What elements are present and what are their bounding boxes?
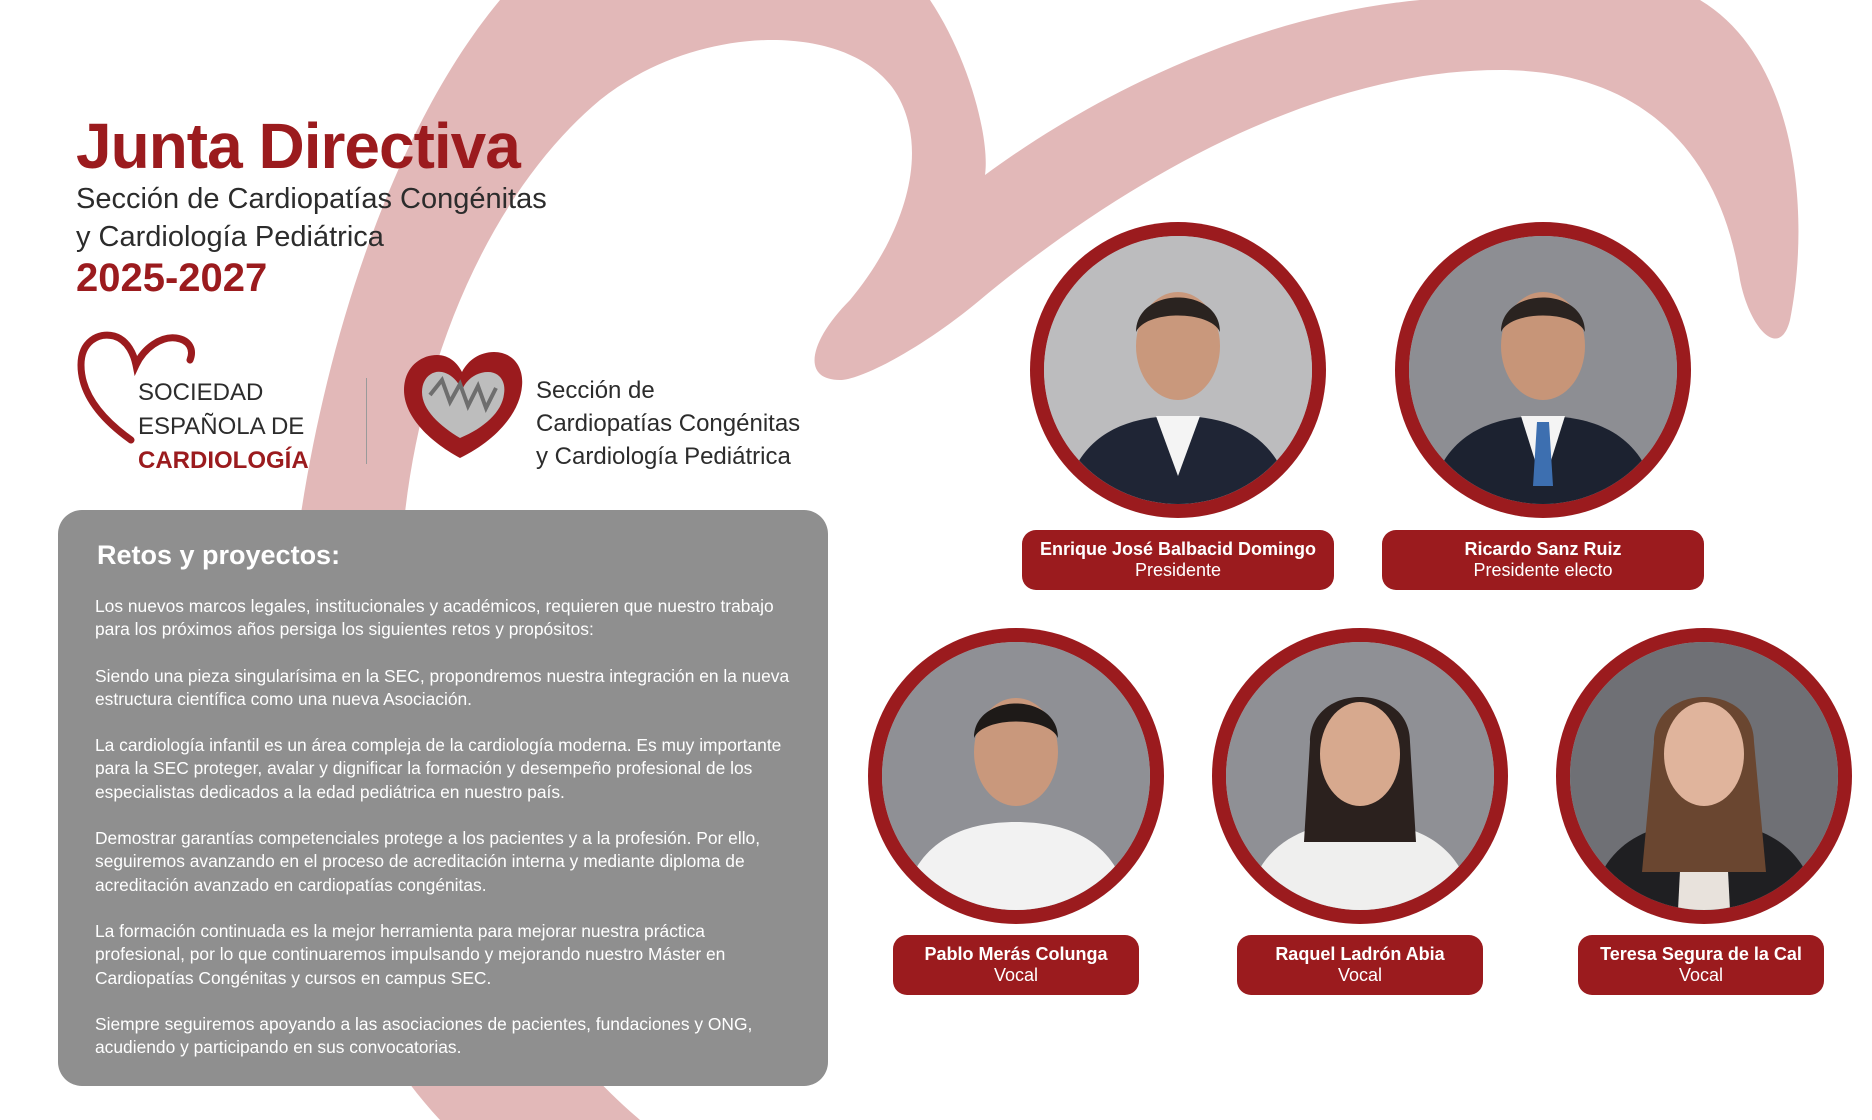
member-label-5 [1578, 935, 1824, 995]
panel-paragraph-3: La cardiología infantil es un área compleja de la cardiología moderna. Es muy importante para la SEC proteger, avalar y dignificar la formación y desempeño profesional de los especialistas dedicados a la edad pediátrica en nuestro país. [95, 735, 782, 802]
panel-paragraph-6: Siempre seguiremos apoyando a las asociaciones de pacientes, fundaciones y ONG, acudiendo y participando en sus convocatorias. [95, 1013, 753, 1058]
panel-paragraph-5: La formación continuada es la mejor herramienta para mejorar nuestra práctica profesional, por lo que continuaremos impulsando y mejorando nuestro Máster en Cardiopatías Congénitas y cursos en campus SEC. [95, 920, 726, 988]
member-name-1: Enrique José Balbacid Domingo [1039, 539, 1317, 559]
member-photo-5 [1556, 628, 1852, 924]
member-name-3: Pablo Merás Colunga [924, 944, 1108, 964]
header [76, 112, 676, 300]
section-logo [402, 350, 842, 470]
term-years: 2025-2027 [76, 256, 268, 300]
sec-logo-text [138, 376, 309, 478]
person-portrait-icon [1409, 236, 1677, 504]
subtitle-line-2: y Cardiología Pediátrica [76, 221, 384, 253]
sec-logo-line-1: SOCIEDAD [138, 379, 264, 406]
subtitle-line-1: Sección de Cardiopatías Congénitas [76, 183, 547, 215]
person-portrait-icon [882, 642, 1150, 910]
person-portrait-icon [1044, 236, 1312, 504]
panel-paragraph-1: Los nuevos marcos legales, institucionales y académicos, requieren que nuestro trabajo para los próximos años persiga los siguientes retos y propósitos: [95, 596, 774, 640]
member-photo-1 [1030, 222, 1326, 518]
sec-logo [76, 330, 366, 474]
sec-logo-line-3: CARDIOLOGÍA [138, 447, 309, 474]
panel-heading: Retos y proyectos: [97, 540, 341, 570]
member-label-2 [1382, 530, 1704, 590]
logo-divider [366, 378, 367, 464]
section-logo-line-1: Sección de [536, 377, 655, 404]
member-role-5: Vocal [1678, 965, 1724, 985]
sec-logo-line-2: ESPAÑOLA DE [138, 413, 305, 440]
member-role-2: Presidente electo [1473, 560, 1613, 580]
member-name-4: Raquel Ladrón Abia [1275, 944, 1445, 964]
section-logo-line-3: y Cardiología Pediátrica [536, 443, 791, 470]
panel-paragraph-4: Demostrar garantías competenciales protege a los pacientes y a la profesión. Por ello, seguiremos avanzando en el proceso de acreditación interna y mediante diploma de acreditación avanzado en cardiopatías congénitas. [95, 828, 761, 895]
member-label-3 [893, 935, 1139, 995]
member-role-4: Vocal [1337, 965, 1383, 985]
member-label-4 [1237, 935, 1483, 995]
person-portrait-icon [1570, 642, 1838, 910]
member-label-1 [1022, 530, 1334, 590]
member-role-3: Vocal [993, 965, 1039, 985]
page-title: Junta Directiva [76, 110, 520, 182]
member-photo-3 [868, 628, 1164, 924]
member-name-5: Teresa Segura de la Cal [1600, 944, 1802, 964]
section-logo-line-2: Cardiopatías Congénitas [536, 410, 801, 437]
person-portrait-icon [1226, 642, 1494, 910]
member-role-1: Presidente [1134, 560, 1222, 580]
section-heart-icon [402, 350, 527, 465]
member-name-2: Ricardo Sanz Ruiz [1464, 539, 1622, 559]
section-logo-text [536, 374, 800, 473]
challenges-panel [58, 510, 828, 1086]
member-photo-2 [1395, 222, 1691, 518]
panel-paragraph-2: Siendo una pieza singularísima en la SEC, propondremos nuestra integración en la nueva estructura científica como una nueva Asociación. [95, 665, 790, 709]
member-photo-4 [1212, 628, 1508, 924]
